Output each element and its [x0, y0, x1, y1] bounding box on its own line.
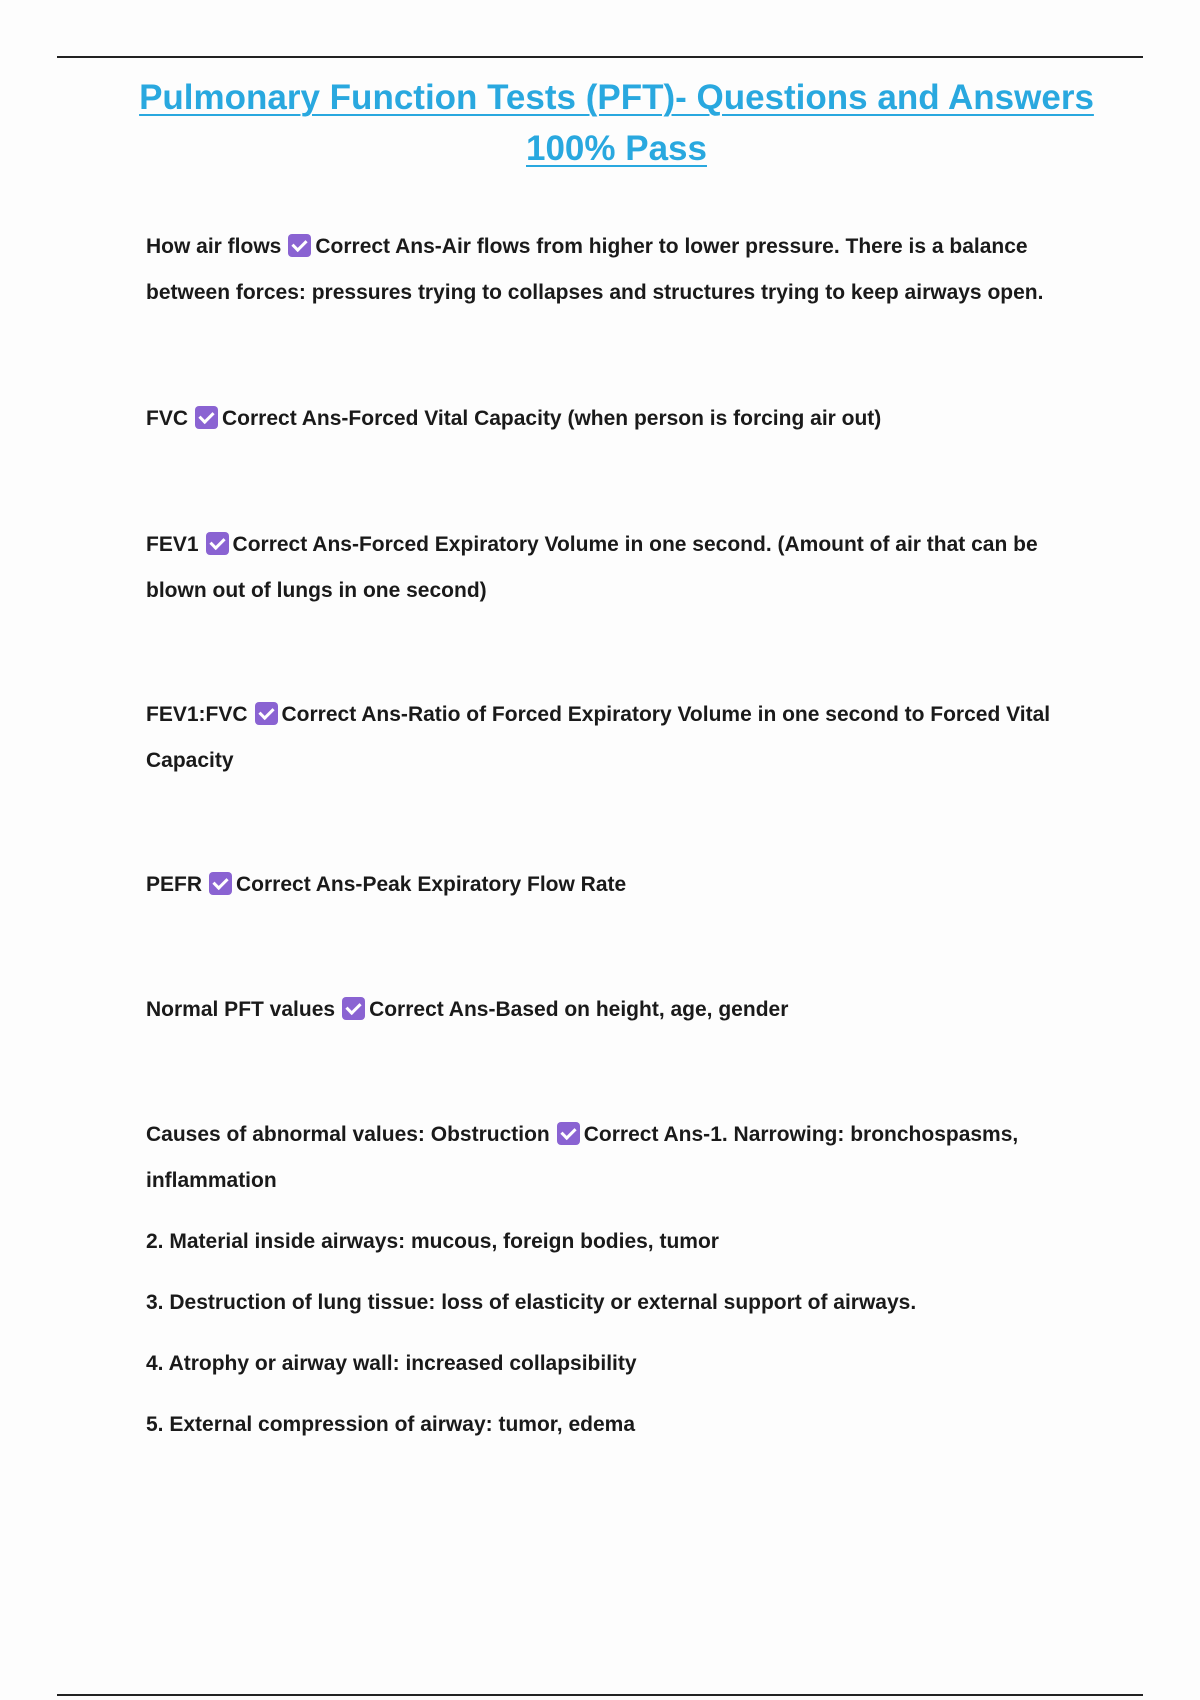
qa-item-fvc	[146, 396, 1066, 442]
qa-answer: 1. Narrowing: bronchospasms, inflammation	[146, 1123, 1019, 1192]
qa-item-fev1	[146, 522, 1066, 614]
qa-term: PEFR	[146, 873, 203, 896]
check-box-icon	[209, 872, 232, 895]
answer-prefix: Correct Ans-	[315, 235, 442, 258]
qa-term: FEV1:FVC	[146, 703, 248, 726]
qa-item-normal-values	[146, 987, 1066, 1033]
check-box-icon	[195, 406, 218, 429]
qa-term: FVC	[146, 407, 188, 430]
top-rule	[57, 56, 1143, 58]
check-box-icon	[557, 1122, 580, 1145]
bottom-rule	[57, 1694, 1143, 1696]
qa-term: How air flows	[146, 235, 282, 258]
list-item: 2. Material inside airways: mucous, foreign bodies, tumor	[146, 1230, 719, 1253]
obstruction-list	[146, 1219, 1066, 1448]
title-line-2: 100% Pass	[526, 129, 707, 168]
answer-prefix: Correct Ans-	[232, 533, 359, 556]
check-box-icon	[255, 702, 278, 725]
qa-item-air-flow	[146, 224, 1066, 316]
qa-answer: Forced Expiratory Volume in one second. (Amount of air that can be blown out of lungs in one second)	[146, 533, 1038, 602]
answer-prefix: Correct Ans-	[281, 703, 408, 726]
list-item: 5. External compression of airway: tumor, edema	[146, 1413, 635, 1436]
qa-answer: Peak Expiratory Flow Rate	[362, 873, 627, 896]
qa-item-obstruction	[146, 1112, 1066, 1463]
qa-term: FEV1	[146, 533, 199, 556]
qa-answer: Ratio of Forced Expiratory Volume in one second to Forced Vital Capacity	[146, 703, 1051, 772]
check-box-icon	[342, 997, 365, 1020]
answer-prefix: Correct Ans-	[222, 407, 349, 430]
qa-term: Normal PFT values	[146, 998, 336, 1021]
qa-item-pefr	[146, 862, 1066, 908]
qa-answer: Forced Vital Capacity (when person is forcing air out)	[348, 407, 882, 430]
title-line-1: Pulmonary Function Tests (PFT)- Questions and Answers	[139, 78, 1094, 117]
qa-item-fev1-fvc	[146, 692, 1066, 784]
qa-answer: Based on height, age, gender	[495, 998, 789, 1021]
list-item: 4. Atrophy or airway wall: increased collapsibility	[146, 1352, 637, 1375]
answer-prefix: Correct Ans-	[236, 873, 363, 896]
answer-prefix: Correct Ans-	[583, 1123, 711, 1146]
list-item: 3. Destruction of lung tissue: loss of elasticity or external support of airways.	[146, 1291, 917, 1314]
answer-prefix: Correct Ans-	[369, 998, 496, 1021]
check-box-icon	[206, 532, 229, 555]
document-title	[60, 72, 1173, 174]
qa-answer: Air flows from higher to lower pressure. There is a balance between forces: pressures trying to collapses and structures trying to keep airways open.	[146, 235, 1044, 304]
check-box-icon	[288, 234, 311, 257]
qa-term: Causes of abnormal values: Obstruction	[146, 1123, 550, 1146]
